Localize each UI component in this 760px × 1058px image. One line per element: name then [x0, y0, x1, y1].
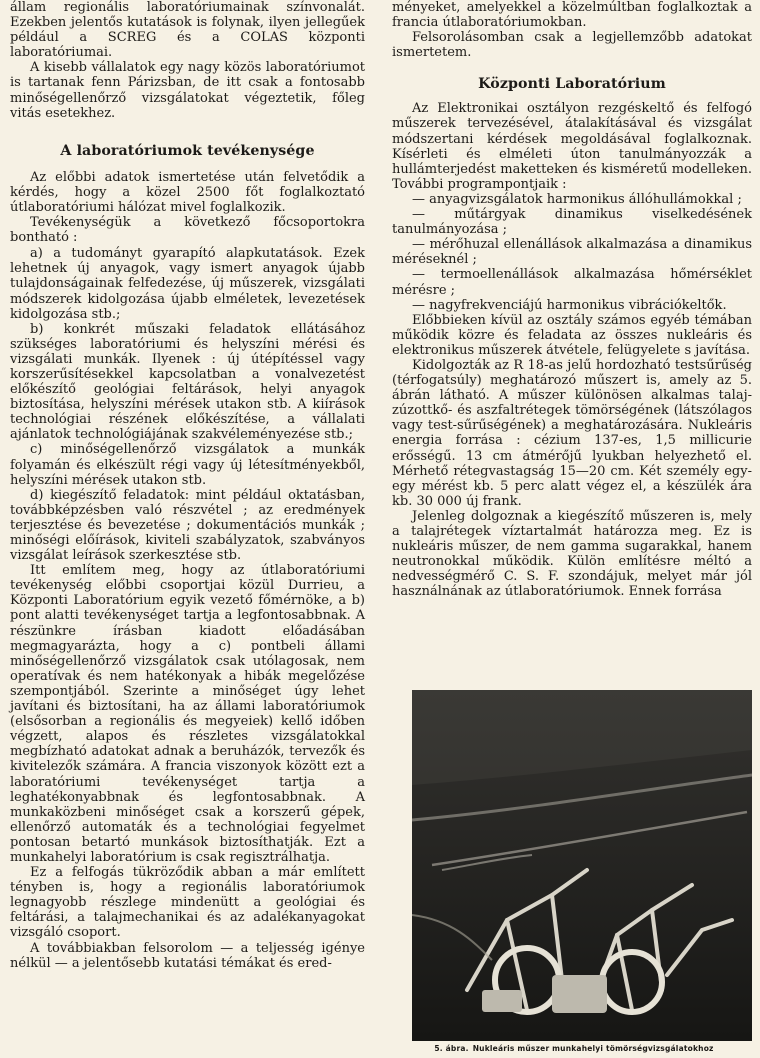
list-item-b: b) konkrét műszaki feladatok ellátásához szükséges laboratóriumi és helyszíni mérési és vizsgálati munkák. Ilyenek : új útépítéssel vagy korszerűsítésekkel kapcsolatban a vonalvezetést előkészítő geológiai feltárások, helyi anyagok biztosítása, helyszíni mérések utakon stb. A kiírások technológiai részének előkészítése, a vállalati ajánlatok technológiájának szakvéleményezése stb.;: [10, 321, 365, 443]
paragraph: Ez a felfogás tükröződik abban a már említett tényben is, hogy a regionális laboratóriumok legnagyobb részlege mindenütt a geológiai és feltárási, a talajmechanikai és az adalékanyagokat vizsgáló csoport.: [10, 865, 365, 941]
right-column: [392, 0, 752, 599]
paragraph: A továbbiakban felsorolom — a teljesség igénye nélkül — a jelentősebb kutatási témákat és ered-: [10, 940, 365, 971]
paragraph: Felsorolásomban csak a legjellemzőbb adatokat ismertetem.: [392, 30, 752, 61]
paragraph: Tevékenységük a következő főcsoportokra bontható :: [10, 215, 365, 246]
list-item: — anyagvizsgálatok harmonikus állóhullámokkal ;: [412, 191, 742, 207]
paragraph: Előbbieken kívül az osztály számos egyéb témában működik közre és feladata az összes nukleáris és elektronikus műszerek átvétele, felügyelete s javítása.: [392, 312, 752, 358]
paragraph: Itt említem meg, hogy az útlaboratóriumi tevékenység előbbi csoportjai közül Durrieu, a Központi Laboratórium egyik vezető főmérnöke, a b) pont alatti tevékenységet tartja a legfontosabbnak. A részünkre írásban kiadott előadásában megmagyarázta, hogy a c) pontbeli állami minőségellenőrző vizsgálatok csak utólagosak, nem operatívak és nem hatékonyak a hibák megelőzése szempontjából. Szerinte a minőséget úgy lehet javítani és biztosítani, ha az állami laboratóriumok (elsősorban a regionális és megyeiek) kellő időben végzett, alapos és részletes vizsgálatokkal megbízható adatokat adnak a beruházók, tervezők és kivitelezők számára. A francia viszonyok között ezt a laboratóriumi tevékenységet tartja a leghatékonyabbnak és legfontosabbnak. A munkaközbeni minőséget csak a korszerű gépek, ellenőrző automaták és a technológiai fegyelmet pontosan betartó munkások biztosíthatják. Ezt a munkahelyi laboratórium is csak regisztrálhatja.: [10, 563, 365, 865]
figure-caption-text: Nukleáris műszer munkahelyi tömörségvizsgálatokhoz: [472, 1044, 714, 1053]
section-heading: Központi Laboratórium: [478, 76, 666, 93]
figure-number: 5. ábra.: [434, 1044, 469, 1053]
list-item: — mérőhuzal ellenállások alkalmazása a dinamikus méréseknél ;: [392, 237, 752, 268]
photo-illustration: [412, 690, 752, 1041]
list-item: — nagyfrekvenciájú harmonikus vibrációkeltők.: [412, 297, 727, 313]
list-item: — termoellenállások alkalmazása hőmérséklet mérésre ;: [392, 267, 752, 298]
paragraph: A kisebb vállalatok egy nagy közös laboratóriumot is tartanak fenn Párizsban, de itt csak a fontosabb minőségellenőrző vizsgálatokat végeztetik, főleg vitás esetekhez.: [10, 60, 365, 121]
paragraph: állam regionális laboratóriumainak színvonalát. Ezekben jelentős kutatások is folynak, ilyen jellegűek például a SCREG és a COLAS központi laboratóriumai.: [10, 0, 365, 61]
paragraph: Jelenleg dolgoznak a kiegészítő műszeren is, mely a talajrétegek víztartalmát határozza meg. Ez is nukleáris műszer, de nem gamma sugarakkal, hanem neutronokkal működik. Külön említésre méltó a nedvességmérő C. S. F. szondájuk, melyet már jól használnának az útlaboratóriumok. Ennek forrása: [392, 508, 752, 600]
list-item-c: c) minőségellenőrző vizsgálatok a munkák folyamán és elkészült régi vagy új létesítményekből, helyszíni mérések utakon stb.: [10, 442, 365, 488]
paragraph: Kidolgozták az R 18-as jelű hordozható testsűrűség (térfogatsúly) meghatározó műszert is, amely az 5. ábrán látható. A műszer különösen alkalmas talaj- zúzottkő- és aszfaltrétegek tömörségének (látszólagos vagy test-sűrűségének) a meghatározására. Nukleáris energia forrása : cézium 137-es, 1,5 millicurie erősségű. 13 cm átmérőjű lyukban helyezhető el. Mérhető rétegvastagság 15—20 cm. Két személy egy-egy mérést kb. 5 perc alatt végez el, a készülék ára kb. 30 000 új frank.: [392, 357, 752, 509]
figure-caption: [398, 1044, 754, 1053]
paragraph: Az Elektronikai osztályon rezgéskeltő és felfogó műszerek tervezésével, átalakításával és vizsgálat módszertani kérdések megoldásával foglalkoznak. Kísérleti és elméleti úton tanulmányozzák a hullámterjedést maketteken és kisméretű modelleken. További programpontjaik :: [392, 101, 752, 192]
left-column: [10, 0, 365, 971]
paragraph: Az előbbi adatok ismertetése után felvetődik a kérdés, hogy a közel 2500 főt foglalkoztató útlaboratóriumi hálózat mivel foglalkozik.: [10, 169, 365, 215]
list-item-a: a) a tudományt gyarapító alapkutatások. Ezek lehetnek új anyagok, vagy ismert anyagok újabb tulajdonságainak felfedezése, új műszerek, vizsgálati módszerek kidolgozása újabb elméletek, levezetések kidolgozása stb.;: [10, 246, 365, 322]
list-item: — műtárgyak dinamikus viselkedésének tanulmányozása ;: [392, 207, 752, 238]
list-item-d: d) kiegészítő feladatok: mint például oktatásban, továbbképzésben való részvétel ; az eredmények terjesztése és bevezetése ; dokumentációs munkák ; minőségi előírások, kiviteli szabályzatok, szabványos vizsgálat leírások szerkesztése stb.: [10, 487, 365, 564]
figure-photo-nuclear-instrument: [412, 690, 752, 1041]
section-heading: A laboratóriumok tevékenysége: [60, 142, 315, 159]
paragraph: ményeket, amelyekkel a közelmúltban foglalkoztak a francia útlaboratóriumokban.: [392, 0, 752, 31]
